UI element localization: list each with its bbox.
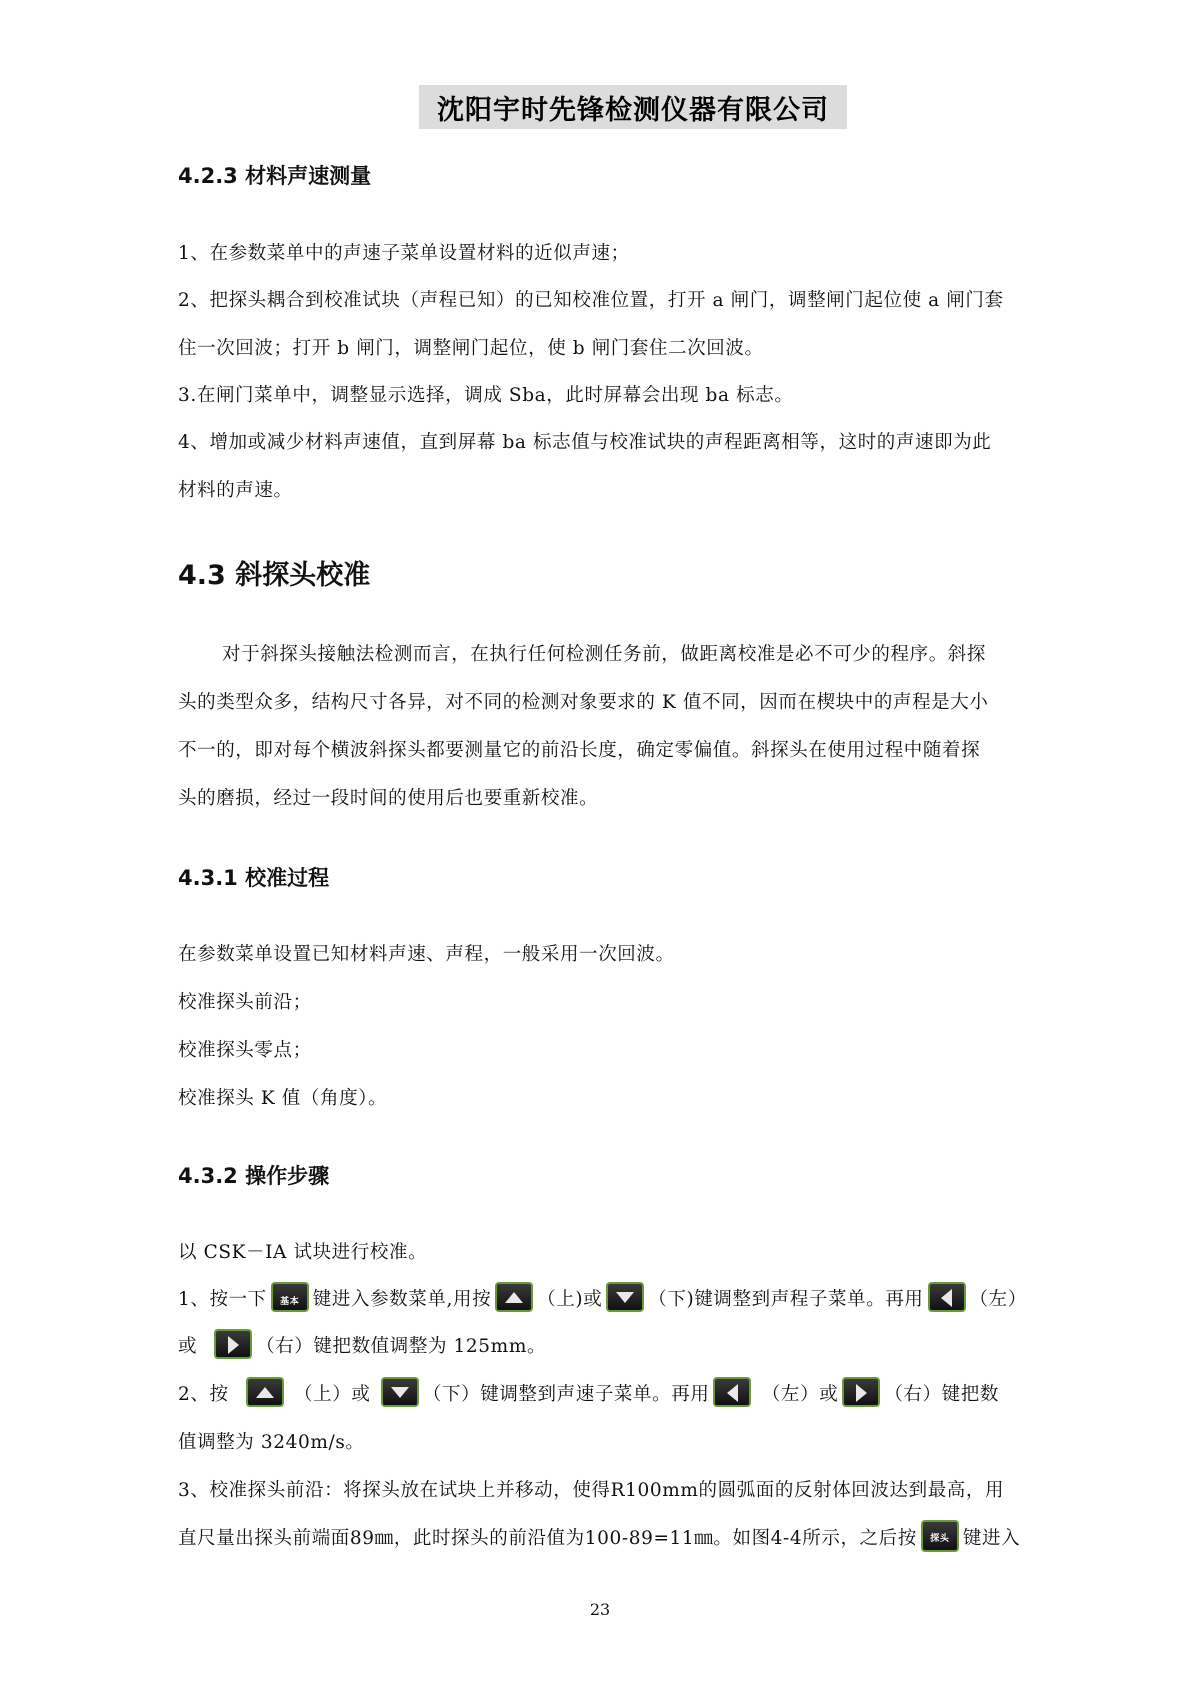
paragraph-line: 对于斜探头接触法检测而言，在执行任何检测任务前，做距离校准是必不可少的程序。斜探 [222, 644, 987, 665]
step1-line1 [178, 1285, 1027, 1312]
step1-text: （上)或 [537, 1289, 603, 1310]
section-title-4-3-1: 4.3.1 校准过程 [178, 866, 330, 890]
basic-key-label: 基本 [280, 1297, 300, 1307]
right-arrow-key-icon [214, 1329, 252, 1359]
up-arrow-key-icon [495, 1282, 533, 1312]
paragraph-line: 头的类型众多，结构尺寸各异，对不同的检测对象要求的 K 值不同，因而在楔块中的声程是大小 [178, 692, 989, 713]
step1-text: 键进入参数菜单,用按 [312, 1289, 492, 1310]
paragraph-line: 1、在参数菜单中的声速子菜单设置材料的近似声速； [178, 243, 630, 264]
step2-line2: 值调整为 3240m/s。 [178, 1432, 365, 1453]
probe-key-icon [921, 1520, 959, 1552]
section-title-4-2-3: 4.2.3 材料声速测量 [178, 164, 372, 188]
down-arrow-key-icon [606, 1282, 644, 1312]
step1-text: （右）键把数值调整为 125mm。 [256, 1336, 547, 1357]
paragraph-line: 不一的，即对每个横波斜探头都要测量它的前沿长度，确定零偏值。斜探头在使用过程中随着探 [178, 740, 981, 761]
left-arrow-key-icon [713, 1377, 751, 1407]
up-arrow-key-icon [246, 1377, 284, 1407]
section-title-4-3-2: 4.3.2 操作步骤 [178, 1164, 330, 1188]
paragraph-line: 材料的声速。 [178, 480, 293, 501]
step2-text: （右）键把数 [884, 1384, 999, 1405]
down-arrow-key-icon [381, 1377, 419, 1407]
left-arrow-key-icon [928, 1282, 966, 1312]
step3-text: 直尺量出探头前端面89㎜，此时探头的前沿值为100-89=11㎜。如图4-4所示，之后按 [178, 1528, 917, 1549]
step1-text: （下)键调整到声程子菜单。再用 [648, 1289, 924, 1310]
paragraph-line: 3.在闸门菜单中，调整显示选择，调成 Sba，此时屏幕会出现 ba 标志。 [178, 385, 794, 406]
paragraph-line: 校准探头零点； [178, 1040, 312, 1061]
paragraph-line: 以 CSK－IA 试块进行校准。 [178, 1242, 428, 1263]
paragraph-line: 校准探头 K 值（角度）。 [178, 1088, 388, 1109]
paragraph-line: 校准探头前沿； [178, 992, 312, 1013]
paragraph-line: 在参数菜单设置已知材料声速、声程，一般采用一次回波。 [178, 944, 675, 965]
section-title-4-3: 4.3 斜探头校准 [178, 560, 371, 591]
step1-line2 [178, 1332, 546, 1359]
step3-text: 键进入 [962, 1528, 1021, 1549]
paragraph-line: 4、增加或减少材料声速值，直到屏幕 ba 标志值与校准试块的声程距离相等，这时的声速即为此 [178, 432, 992, 453]
right-arrow-key-icon [842, 1377, 880, 1407]
step2-text: （上）或 [294, 1384, 371, 1405]
basic-key-icon [271, 1282, 309, 1312]
paragraph-line: 住一次回波；打开 b 闸门，调整闸门起位，使 b 闸门套住二次回波。 [178, 338, 764, 359]
step2-text: （下）键调整到声速子菜单。再用 [422, 1384, 710, 1405]
step1-text: （左） [969, 1289, 1027, 1310]
step2-line1 [178, 1380, 999, 1407]
company-header: 沈阳宇时先锋检测仪器有限公司 [419, 85, 847, 129]
step1-text: 或 [178, 1336, 198, 1357]
paragraph-line: 2、把探头耦合到校准试块（声程已知）的已知校准位置，打开 a 闸门，调整闸门起位使 a 闸门套 [178, 290, 1004, 311]
step1-text: 1、按一下 [178, 1289, 267, 1310]
page-number: 23 [589, 1600, 611, 1619]
paragraph-line: 头的磨损，经过一段时间的使用后也要重新校准。 [178, 788, 599, 809]
probe-key-label: 探头 [930, 1534, 950, 1544]
step3-line2 [178, 1524, 1020, 1552]
step3-line1: 3、校准探头前沿：将探头放在试块上并移动，使得R100mm的圆弧面的反射体回波达到最高，用 [178, 1480, 1005, 1501]
step2-text: （左）或 [761, 1384, 839, 1405]
step2-text: 2、按 [178, 1384, 229, 1405]
